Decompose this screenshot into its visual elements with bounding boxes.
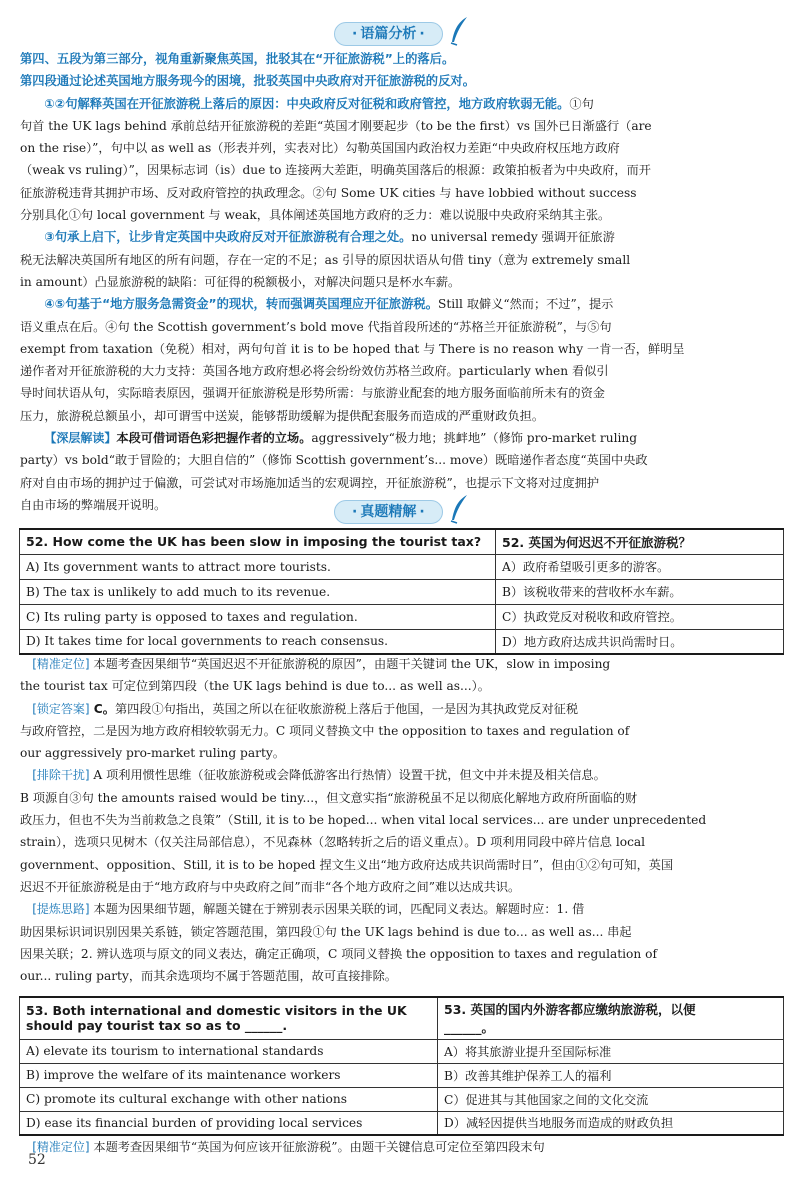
- option-en: B) improve the welfare of its maintenance workers: [20, 1063, 438, 1087]
- option-en: D) ease its financial burden of providing local services: [20, 1111, 438, 1135]
- option-cn: B）改善其维护保养工人的福利: [438, 1063, 784, 1087]
- option-en: A) Its government wants to attract more tourists.: [20, 554, 496, 579]
- option-en: C) Its ruling party is opposed to taxes and regulation.: [20, 604, 496, 629]
- question-stem-cn: 52. 英国为何迟迟不开征旅游税？: [496, 529, 784, 554]
- option-cn: C）执政党反对税收和政府管控。: [496, 604, 784, 629]
- option-cn: D）地方政府达成共识尚需时日。: [496, 629, 784, 654]
- quill-icon: [448, 494, 470, 524]
- option-cn: D）减轻因提供当地服务而造成的财政负担: [438, 1111, 784, 1135]
- question-stem-en: 52. How come the UK has been slow in imposing the tourist tax?: [20, 529, 496, 554]
- question-53-table: [19, 996, 784, 1136]
- option-en: B) The tax is unlikely to add much to its revenue.: [20, 579, 496, 604]
- section-title: · 真题精解 ·: [334, 500, 443, 524]
- option-en: D) It takes time for local governments to reach consensus.: [20, 629, 496, 654]
- question-52-table: [19, 528, 784, 655]
- option-cn: A）政府希望吸引更多的游客。: [496, 554, 784, 579]
- option-cn: B）该税收带来的营收杯水车薪。: [496, 579, 784, 604]
- option-en: C) promote its cultural exchange with other nations: [20, 1087, 438, 1111]
- option-en: A) elevate its tourism to international standards: [20, 1039, 438, 1063]
- option-cn: A）将其旅游业提升至国际标准: [438, 1039, 784, 1063]
- page-number: 52: [28, 1152, 46, 1168]
- quill-icon: [448, 16, 470, 46]
- section-banner-questions: [0, 494, 800, 528]
- analysis-text: 第四、五段为第三部分，视角重新聚焦英国，批驳其在“开征旅游税”上的落后。 第四段通过论述英国地方服务现今的困境，批驳英国中央政府对开征旅游税的反对。 ①②句解释英国在开征旅游税上落后的原因：中央政府反对征税和政府管控，地方政府软弱无能。①句 句首 the UK lags behind 承前总结开征旅游税的差距“英国才刚要起步（to be the first）vs 国外已日渐盛行（are on the rise）”，句中以 as well as（形表并列，实表对比）勾勒英国国内政治权力差距“中央政府权压地方政府 （weak vs ruling）”，因果标志词（is）due to 连接两大差距，明确英国落后的根源：政策拍板者为中央政府，而开 征旅游税违背其拥护市场、反对政府管控的执政理念。②句 Some UK cities 与 have lobbied without success 分别具化①句 local government 与 weak，具体阐述英国地方政府的乏力：难以说服中央政府采纳其主张。 ③句承上启下，让步肯定英国中央政府反对开征旅游税有合理之处。no universal remedy 强调开征旅游 税无法解决英国所有地区的所有问题，存在一定的不足；as 引导的原因状语从句借 tiny（意为 extremely small in amount）凸显旅游税的缺陷：可征得的税额极小，对解决问题只是杯水车薪。 ④⑤句基于“地方服务急需资金”的现状，转而强调英国理应开征旅游税。Still 取僻义“然而；不过”，提示 语义重点在后。④句 the Scottish government’s bold move 代指首段所述的“苏格兰开征旅游税”，与⑤句 exempt from taxation（免税）相对，两句句首 it is to be hoped that 与 There is no reason why 一肯一否，鲜明呈 递作者对开征旅游税的大力支持：英国各地方政府想必将会纷纷效仿苏格兰政府。particularly when 看似引 导时间状语从句，实际暗表原因，强调开征旅游税是形势所需：与旅游业配套的地方服务面临前所未有的资金 压力，旅游税总额虽小，却可谓雪中送炭，能够帮助缓解为提供配套服务而造成的严重财政负担。 【深层解读】本段可借词语色彩把握作者的立场。aggressively“极力地；挑衅地”（修饰 pro-market ruling party）vs bold“敢于冒险的；大胆自信的”（修饰 Scottish government’s... move）既暗递作者态度“英国中央政 府对自由市场的拥护过于偏激，可尝试对市场施加适当的宏观调控，开征旅游税”，也提示下文将对过度拥护 自由市场的弊端展开说明。: [20, 52, 685, 512]
- option-cn: C）促进其与其他国家之间的文化交流: [438, 1087, 784, 1111]
- explanation-52: [精准定位] 本题考查因果细节“英国迟迟不开征旅游税的原因”，由题干关键词 the UK，slow in imposing the tourist tax 可定位到第四段（the UK lags behind is due to... as well as...）。 [锁定答案] C。第四段①句指出，英国之所以在征收旅游税上落后于他国，一是因为其执政党反对征税 与政府管控，二是因为地方政府相较软弱无力。C 项同义替换文中 the opposition to taxes and regulation of our aggressively pro-market ruling party。 [排除干扰] A 项利用惯性思维（征收旅游税或会降低游客出行热情）设置干扰，但文中并未提及相关信息。 B 项源自③句 the amounts raised would be tiny...，但文意实指“旅游税虽不足以彻底化解地方政府所面临的财 政压力，但也不失为当前救急之良策”（Still, it is to be hoped... when vital local services... are under unprecedented strain），选项只见树木（仅关注局部信息），不见森林（忽略转折之后的语义重点）。D 项利用同段中碎片信息 local government、opposition、Still, it is to be hoped 捏文生义出“地方政府达成共识尚需时日”，但由①②句可知，英国 迟迟不开征旅游税是由于“地方政府与中央政府之间”而非“各个地方政府之间”难以达成共识。 [提炼思路] 本题为因果细节题，解题关键在于辨别表示因果关联的词，匹配同义表达。解题时应：1. 借 助因果标识词识别因果关系链，锁定答题范围，第四段①句 the UK lags behind is due to... as well as... 串起 因果关联；2. 辨认选项与原文的同义表达，确定正确项，C 项同义替换 the opposition to taxes and regulation of our... ruling party，而其余选项均不属于答题范围，故可直接排除。: [20, 657, 707, 984]
- explanation-53: [精准定位] 本题考查因果细节“英国为何应该开征旅游税”。由题干关键信息可定位至第四段末句: [32, 1140, 545, 1154]
- question-stem-en: 53. Both international and domestic visitors in the UK should pay tourist tax so as to ______.: [20, 997, 438, 1039]
- section-title: · 语篇分析 ·: [334, 22, 443, 46]
- section-banner-analysis: [0, 16, 800, 50]
- question-stem-cn: 53. 英国的国内外游客都应缴纳旅游税，以便 ______。: [438, 997, 784, 1039]
